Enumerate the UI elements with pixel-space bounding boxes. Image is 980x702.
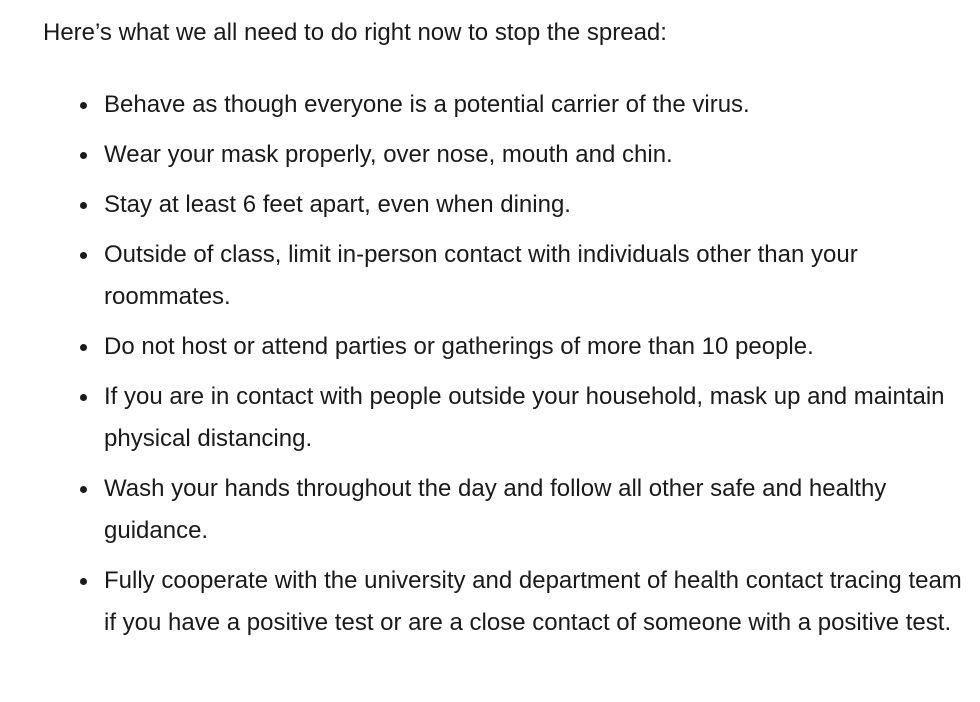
list-item: Stay at least 6 feet apart, even when dining.	[104, 184, 964, 226]
list-item: Do not host or attend parties or gatherings of more than 10 people.	[104, 326, 964, 368]
list-item: Wash your hands throughout the day and follow all other safe and healthy guidance.	[104, 468, 964, 552]
list-item: If you are in contact with people outside your household, mask up and maintain physical distancing.	[104, 376, 964, 460]
list-item: Wear your mask properly, over nose, mouth and chin.	[104, 134, 964, 176]
list-item: Outside of class, limit in-person contact with individuals other than your roommates.	[104, 234, 964, 318]
intro-text: Here’s what we all need to do right now to stop the spread:	[43, 19, 667, 46]
guidance-list	[104, 84, 964, 652]
list-item: Behave as though everyone is a potential carrier of the virus.	[104, 84, 964, 126]
list-item: Fully cooperate with the university and department of health contact tracing team if you have a positive test or are a close contact of someone with a positive test.	[104, 560, 964, 644]
